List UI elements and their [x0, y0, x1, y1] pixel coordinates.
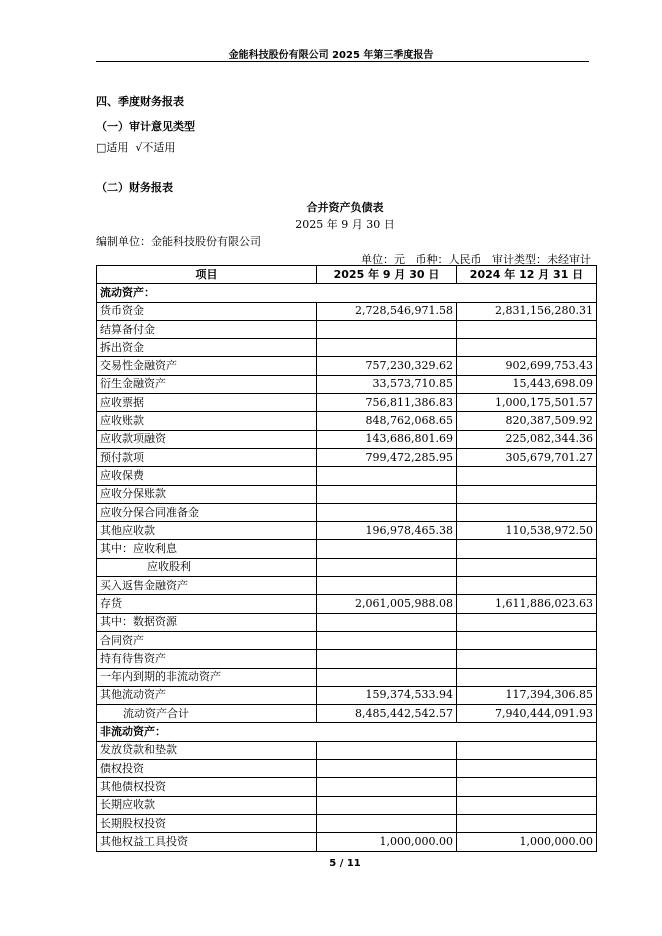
value-prior-period: 1,611,886,023.63	[457, 595, 597, 613]
unit-currency-audit-line: 单位：元 币种：人民币 审计类型：未经审计	[361, 253, 591, 266]
value-prior-period: 820,387,509.92	[457, 412, 597, 430]
row-label: 持有待售资产	[97, 650, 317, 668]
row-label: 预付款项	[97, 448, 317, 466]
value-prior-period: 902,699,753.43	[457, 357, 597, 375]
value-prior-period	[457, 814, 597, 832]
value-prior-period	[457, 577, 597, 595]
table-row	[97, 394, 597, 412]
value-prior-period: 225,082,344.36	[457, 430, 597, 448]
value-prior-period	[457, 778, 597, 796]
table-row	[97, 723, 597, 741]
table-row	[97, 467, 597, 485]
value-prior-period	[457, 650, 597, 668]
value-current-period: 8,485,442,542.57	[317, 705, 457, 723]
value-current-period: 33,573,710.85	[317, 375, 457, 393]
row-label: 其他应收款	[97, 522, 317, 540]
audit-opinion-choice: □适用 √不适用	[96, 141, 176, 154]
header-divider	[96, 61, 589, 62]
row-label: 应收账款	[97, 412, 317, 430]
value-current-period	[317, 650, 457, 668]
table-row	[97, 558, 597, 576]
row-label: 应收保费	[97, 467, 317, 485]
table-row	[97, 741, 597, 759]
value-current-period: 1,000,000.00	[317, 833, 457, 851]
category-label: 非流动资产：	[97, 723, 597, 741]
value-prior-period	[457, 339, 597, 357]
value-current-period: 848,762,068.65	[317, 412, 457, 430]
row-label: 衍生金融资产	[97, 375, 317, 393]
value-current-period	[317, 320, 457, 338]
table-row	[97, 631, 597, 649]
value-current-period	[317, 577, 457, 595]
table-header-row	[97, 266, 597, 284]
value-prior-period	[457, 760, 597, 778]
value-current-period	[317, 631, 457, 649]
table-row	[97, 357, 597, 375]
value-prior-period	[457, 613, 597, 631]
table-row	[97, 430, 597, 448]
value-current-period	[317, 760, 457, 778]
table-row	[97, 833, 597, 851]
table-row	[97, 448, 597, 466]
column-header-prior: 2024 年 12 月 31 日	[457, 266, 597, 284]
table-row	[97, 320, 597, 338]
table-row	[97, 412, 597, 430]
row-label: 债权投资	[97, 760, 317, 778]
row-label: 存货	[97, 595, 317, 613]
value-prior-period	[457, 503, 597, 521]
value-current-period: 757,230,329.62	[317, 357, 457, 375]
value-current-period	[317, 814, 457, 832]
balance-sheet-table	[96, 265, 597, 852]
row-label: 发放贷款和垫款	[97, 741, 317, 759]
value-prior-period: 110,538,972.50	[457, 522, 597, 540]
value-prior-period	[457, 796, 597, 814]
table-row	[97, 686, 597, 704]
row-label: 其他权益工具投资	[97, 833, 317, 851]
row-label: 交易性金融资产	[97, 357, 317, 375]
report-title: 合并资产负债表	[306, 201, 384, 214]
value-current-period: 2,728,546,971.58	[317, 302, 457, 320]
table-row	[97, 522, 597, 540]
value-current-period	[317, 668, 457, 686]
table-row	[97, 503, 597, 521]
value-prior-period	[457, 540, 597, 558]
row-label: 应收分保账款	[97, 485, 317, 503]
table-row	[97, 595, 597, 613]
value-prior-period	[457, 485, 597, 503]
table-row	[97, 613, 597, 631]
value-current-period	[317, 613, 457, 631]
value-current-period	[317, 339, 457, 357]
table-row	[97, 705, 597, 723]
value-prior-period: 305,679,701.27	[457, 448, 597, 466]
row-label: 应收分保合同准备金	[97, 503, 317, 521]
table-row	[97, 814, 597, 832]
value-current-period	[317, 741, 457, 759]
value-prior-period: 117,394,306.85	[457, 686, 597, 704]
value-current-period	[317, 558, 457, 576]
value-current-period	[317, 778, 457, 796]
row-label: 流动资产合计	[97, 705, 317, 723]
value-current-period	[317, 503, 457, 521]
row-label: 买入返售金融资产	[97, 577, 317, 595]
value-current-period	[317, 485, 457, 503]
row-label: 一年内到期的非流动资产	[97, 668, 317, 686]
table-row	[97, 540, 597, 558]
value-prior-period: 1,000,175,501.57	[457, 394, 597, 412]
table-row	[97, 375, 597, 393]
value-prior-period	[457, 467, 597, 485]
value-prior-period: 1,000,000.00	[457, 833, 597, 851]
value-current-period	[317, 796, 457, 814]
category-label: 流动资产：	[97, 284, 597, 302]
value-current-period: 2,061,005,988.08	[317, 595, 457, 613]
row-label: 结算备付金	[97, 320, 317, 338]
table-row	[97, 302, 597, 320]
table-row	[97, 485, 597, 503]
row-label: 拆出资金	[97, 339, 317, 357]
section-title-quarterly-statements: 四、季度财务报表	[96, 95, 184, 108]
value-current-period: 799,472,285.95	[317, 448, 457, 466]
value-current-period	[317, 467, 457, 485]
row-label: 应收票据	[97, 394, 317, 412]
value-prior-period	[457, 631, 597, 649]
table-row	[97, 778, 597, 796]
value-prior-period	[457, 320, 597, 338]
document-header: 金能科技股份有限公司 2025 年第三季度报告	[228, 50, 434, 61]
value-prior-period	[457, 668, 597, 686]
value-current-period: 756,811,386.83	[317, 394, 457, 412]
value-prior-period: 15,443,698.09	[457, 375, 597, 393]
row-label: 应收款项融资	[97, 430, 317, 448]
row-label: 长期应收款	[97, 796, 317, 814]
row-label: 货币资金	[97, 302, 317, 320]
table-row	[97, 577, 597, 595]
row-label: 其他债权投资	[97, 778, 317, 796]
value-prior-period: 7,940,444,091.93	[457, 705, 597, 723]
report-date: 2025 年 9 月 30 日	[295, 218, 395, 231]
row-label: 合同资产	[97, 631, 317, 649]
column-header-current: 2025 年 9 月 30 日	[317, 266, 457, 284]
value-current-period: 159,374,533.94	[317, 686, 457, 704]
table-row	[97, 668, 597, 686]
value-current-period: 143,686,801.69	[317, 430, 457, 448]
row-label: 其中：数据资源	[97, 613, 317, 631]
row-label: 其他流动资产	[97, 686, 317, 704]
table-row	[97, 339, 597, 357]
row-label: 长期股权投资	[97, 814, 317, 832]
table-row	[97, 284, 597, 302]
column-header-item: 项目	[97, 266, 317, 284]
table-row	[97, 796, 597, 814]
value-current-period	[317, 540, 457, 558]
preparer-line: 编制单位：金能科技股份有限公司	[96, 235, 261, 248]
row-label: 应收股利	[97, 558, 317, 576]
table-row	[97, 760, 597, 778]
value-current-period: 196,978,465.38	[317, 522, 457, 540]
page-number: 5 / 11	[329, 858, 361, 869]
value-prior-period: 2,831,156,280.31	[457, 302, 597, 320]
financial-statements-title: （二）财务报表	[96, 181, 173, 194]
row-label: 其中：应收利息	[97, 540, 317, 558]
table-row	[97, 650, 597, 668]
value-prior-period	[457, 741, 597, 759]
value-prior-period	[457, 558, 597, 576]
audit-opinion-title: （一）审计意见类型	[96, 120, 195, 133]
